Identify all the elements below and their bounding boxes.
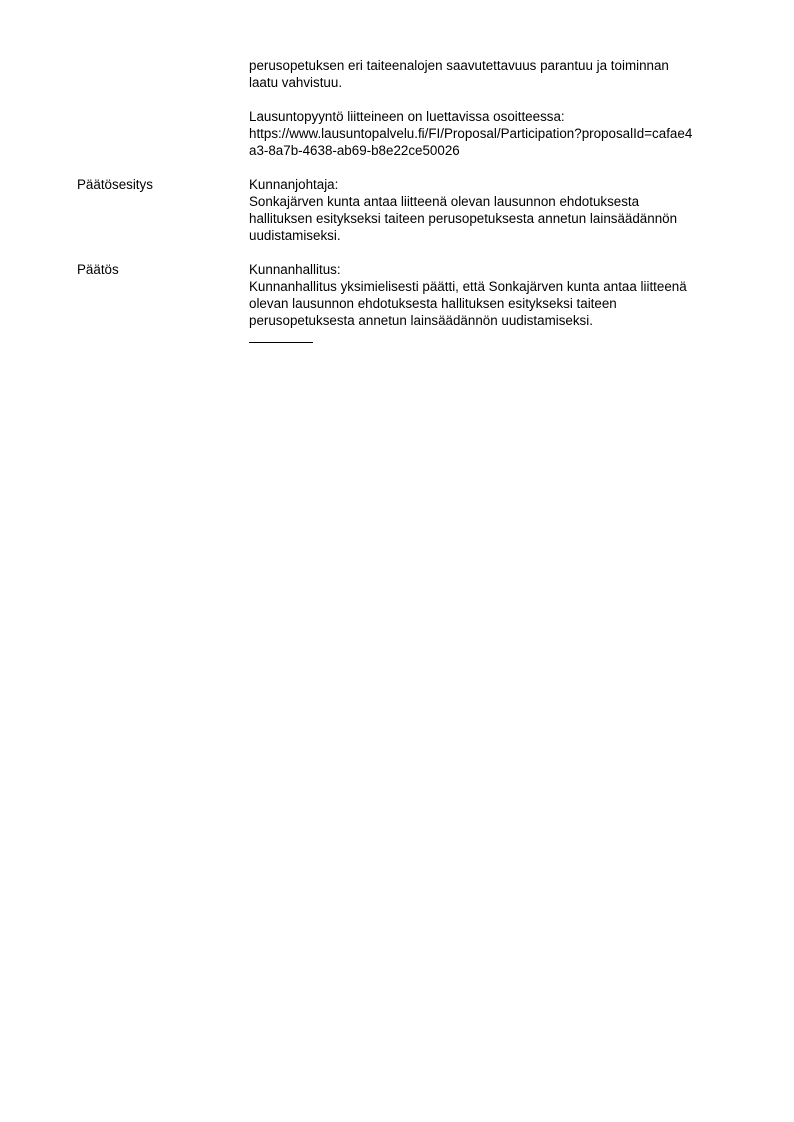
decision-line-4: perusopetuksesta annetun lainsäädännön uudistamiseksi. [249,313,593,328]
intro-line-2: laatu vahvistuu. [249,75,343,90]
proposal-line-4: uudistamiseksi. [249,228,341,243]
proposal-label: Päätösesitys [77,177,153,192]
proposal-line-3: hallituksen esitykseksi taiteen perusopetuksesta annetun lainsäädännön [249,211,678,226]
intro-line-1: perusopetuksen eri taiteenalojen saavutettavuus parantuu ja toiminnan [249,58,669,73]
reference-url-line-2[interactable]: a3-8a7b-4638-ab69-b8e22ce50026 [249,143,460,158]
proposal-paragraph [249,176,739,244]
end-separator-line [249,342,313,343]
reference-line-1: Lausuntopyyntö liitteineen on luettavissa osoitteessa: [249,109,565,124]
intro-paragraph [249,57,739,91]
decision-line-3: olevan lausunnon ehdotuksesta hallituksen esitykseksi taiteen [249,296,617,311]
decision-line-1: Kunnanhallitus: [249,262,341,277]
decision-paragraph [249,261,739,329]
reference-url-line-1[interactable]: https://www.lausuntopalvelu.fi/FI/Proposal/Participation?proposalId=cafae4 [249,126,693,141]
reference-paragraph [249,108,739,159]
decision-label: Päätös [77,262,119,277]
proposal-line-2: Sonkajärven kunta antaa liitteenä olevan lausunnon ehdotuksesta [249,194,640,209]
decision-line-2: Kunnanhallitus yksimielisesti päätti, että Sonkajärven kunta antaa liitteenä [249,279,687,294]
proposal-line-1: Kunnanjohtaja: [249,177,339,192]
